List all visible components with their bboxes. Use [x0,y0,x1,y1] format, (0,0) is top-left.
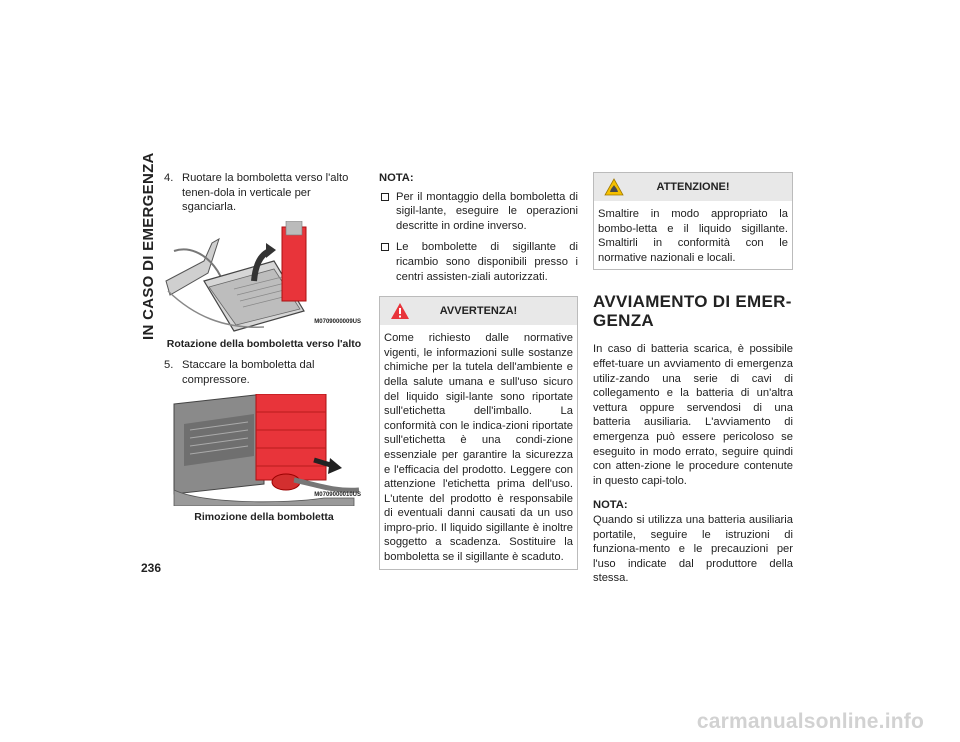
square-bullet-icon [381,243,389,251]
note-bullet [379,190,578,234]
caution-box [593,172,793,270]
step-4-text: Ruotare la bomboletta verso l'alto tenen-dola in verticale per sganciarla. [182,172,349,214]
note-label: NOTA: [379,172,414,184]
figure-code: M0709000009US [314,319,361,326]
square-bullet-icon [381,193,389,201]
column-middle [379,171,578,570]
step-5-number: 5. [164,359,174,372]
step-5-text: Staccare la bomboletta dal compressore. [182,359,315,386]
figure-caption: Rotazione della bomboletta verso l'alto [166,337,362,350]
sidebar-chapter-title [137,152,161,340]
section-paragraph: In caso di batteria scarica, è possibile effet-tuare un avviamento di emergenza utiliz-zando una serie di cavi di collegamento e la batteria di un'altra vettura oppure servendosi di una batteria ausiliaria. L'avviamento di emergenza può essere pericoloso se eseguito in modo errato, seguire quindi con atten-zione le procedure contenute in questo capi-tolo. [593,343,793,487]
section-heading: AVVIAMENTO DI EMER-GENZA [593,292,792,331]
step-4-number: 4. [164,172,174,184]
watermark: carmanualsonline.info [696,710,924,733]
warning-text: Come richiesto dalle normative vigenti, le informazioni sulle sostanze chimiche per la tutela dell'ambiente e della salute umana e sull'uso sicuro del liquido sigil-lante sono riportate sull'etichetta dell'imballo. La conformità con le indica-zioni riportate sull'etichetta è una condi-zione essenziale per garantire la sicurezza e l'efficacia del prodotto. Leggere con attenzione l'etichetta prima dell'uso. L'utente del prodotto è responsabile di eventuali danni causati da un uso impro-prio. Il liquido sigillante è inoltre soggetto a scadenza. Sostituire la bomboletta se il sigillante è scaduto. [384,332,573,564]
caution-title: ATTENZIONE! [656,181,730,193]
column-right [593,172,793,596]
chapter-title-text: IN CASO DI EMERGENZA [140,152,157,340]
figure-rotate-canister [164,221,364,333]
caution-text: Smaltire in modo appropriato la bombo-letta e il liquido sigillante. Smaltirli in conformità con le normative nazionali e locali. [598,208,788,264]
caution-header [594,173,792,201]
warning-title: AVVERTENZA! [439,305,518,318]
step-5 [164,358,364,387]
column-left [164,171,364,531]
note-bullet-text: Le bombolette di sigillante di ricambio sono disponibili presso i centri assisten-ziali autorizzati. [396,241,578,283]
figure-remove-canister [164,394,364,506]
figure-code: M0709000010US [314,491,361,498]
note-bullet [379,240,578,284]
figure-caption: Rimozione della bomboletta [194,510,334,523]
warning-box [379,296,578,570]
note-bullet-text: Per il montaggio della bomboletta di sigil-lante, eseguire le operazioni descritte in ordine inverso. [396,190,578,232]
page-number: 236 [141,561,162,575]
warning-header [380,297,577,325]
note-label: NOTA: [593,499,628,512]
step-4 [164,171,364,215]
note-paragraph: Quando si utilizza una batteria ausiliaria portatile, seguire le istruzioni di funziona-mento e le precauzioni per l'uso indicate dal produttore della stessa. [593,513,793,585]
